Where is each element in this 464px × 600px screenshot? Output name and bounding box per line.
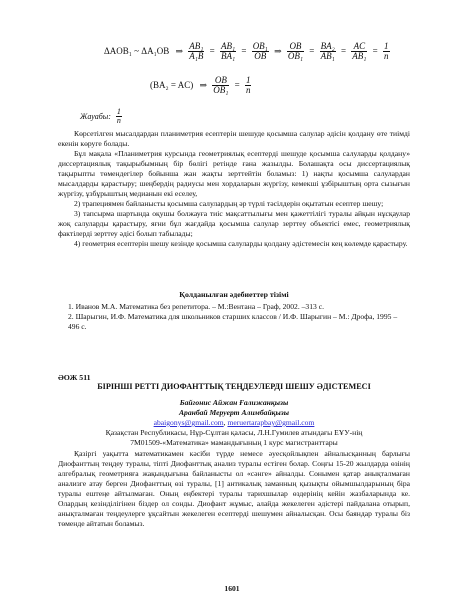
page-number: 1601 <box>224 584 240 593</box>
affiliation: Қазақстан Республикасы, Нұр-Сұлтан қаласы, Л.Н.Гумилев атындағы ЕҰУ-нің <box>105 428 363 437</box>
fraction: $\frac{1}{n}$ <box>384 41 389 61</box>
email-link[interactable]: abaigonys@gmail.com <box>153 418 224 427</box>
email-link[interactable]: meruertarapbay@gmail.com <box>227 418 315 427</box>
article-title: БІРІНШІ РЕТТІ ДИОФАНТТЫҚ ТЕҢДЕУЛЕРДІ ШЕШУ ӘДІСТЕМЕСІ <box>97 382 371 391</box>
fraction: $\frac{\text{AB₁}}{\text{A₁B}}$ <box>189 41 204 61</box>
paragraph: Көрсетілген мысалдардан планиметрия есептерін шешуде қосымша салулар әдісін қолдану өте тиімді екенін көруге болады. <box>58 129 410 148</box>
fraction: $\frac{OB}{\text{OB₁}}$ <box>287 41 304 61</box>
implies-symbol: ⇒ <box>274 46 282 56</box>
article-body <box>58 449 410 529</box>
paragraph: 3) тапсырма шартында оқушы болжауға тиіс мақсаттылығы мен қажеттілігі туралы айқын нұсқаулар жоқ салуларды қарастыру, яғни бұл жағдайда қосымша салулар зерттеу объектісі емес, геометриялық фактілерді зерттеу әдісі болып табылады; <box>58 209 410 238</box>
paragraph: 2) трапециямен байланысты қосымша салулардың әр түрлі тәсілдерін оқытатын есептер шешу; <box>74 199 384 208</box>
fraction: $\frac{1}{n}$ <box>245 75 251 95</box>
author-name: Аранбай Меруерт Алимбайқызы <box>178 408 290 417</box>
body-text <box>58 129 410 249</box>
fraction: $\frac{\text{OB₁}}{OB}$ <box>252 41 268 61</box>
references-list <box>58 302 410 332</box>
formula-line-2: (BA₂ = AC) ⇒ $\frac{OB}{\text{OB₁}}$ = $\frac{1}{n}$ <box>150 75 251 95</box>
fraction: $\frac{\text{AB₁}}{\text{BA₁}}$ <box>220 41 236 61</box>
references-title: Қолданылған әдебиеттер тізімі <box>179 290 289 299</box>
implies-symbol: ⇒ <box>175 46 184 56</box>
paragraph: Бұл мақала «Планиметрия курсында геометриялық есептерді шешуде қосымша салуларды қолдану» диссертациялық тақырыбымның бір бөлігі ретінде ғана жазылды. Болашақта осы диссертациялық тақырыпты төмендегілер бойынша жан жақты зерттейтін боламыз: 1) нақты қосымша салулардан мысалдарды қарастыру; шеңбердің радиусы мен хордаларын жүргізу, кемекші ұзбірыштың орта сызығын жүргізу, ұзбұрыштың медианын екі еселеу, <box>58 149 410 198</box>
answer-line <box>78 108 123 125</box>
author-name: Байгонис Айжан Ғалижанқызы <box>179 398 289 407</box>
answer-fraction: $\frac{1}{n}$ <box>116 107 121 125</box>
authors-block <box>58 398 410 448</box>
paragraph: Қазіргі уақытта математикамен кәсіби түрде немесе әуесқойлықпен айналысқанның барлығы Диофанттың теңдеу туралы, тіпті Диофанттық анализ туралы естіген болар. Соңғы 15-20 жылдарда өзінің алгебралық геометрияға жақындығына байланысты ол «сәнге» айналды. Сонымен қатар анықталмаған анализге атау берген Диофанттың өзі туралы, [1] антикалық заманның қызықты ойымшылдарының біра туралы ештеңе айтылмаған. Оның еңбектері туралы тарихшылар өздерінің кейін жазбаларында ке. Олардың кезінділігінен біздер ол сонды. Диофант жұмыс, алайда жекелеген әдістері пайдалана отырып, анықталмаған теңдеулерге ұқсайтын жекелеген есептерді шешумен айналысқан. Осы баяндар туралы біз төменде айтатын боламыз. <box>58 449 410 528</box>
udk-code: ӘОЖ 511 <box>58 373 91 382</box>
fraction: $\frac{\text{BA₂}}{\text{AB₁}}$ <box>320 41 335 61</box>
condition: (BA₂ = AC) <box>150 80 194 90</box>
affiliation: 7М01509-«Математика» мамандығының 1 курс магистранттары <box>130 438 338 447</box>
fraction: $\frac{AC}{\text{AB₁}}$ <box>352 41 367 61</box>
similarity-statement: ΔAOB₁ ~ ΔA₁OB <box>104 46 170 56</box>
reference-item: 1. Иванов М.А. Математика без репетитора. – М.:Вентана – Граф, 2002. –313 с. <box>68 302 324 311</box>
paragraph: 4) геометрия есептерін шешу кезінде қосымша салуларды қолдану әдістемесін кең көлемде қарастыру. <box>74 239 408 248</box>
fraction: $\frac{OB}{\text{OB₁}}$ <box>213 75 229 95</box>
formula-line-1: ΔAOB₁ ~ ΔA₁OB ⇒ $\frac{\text{AB₁}}{\text{A₁B}}$ = $\frac{\text{AB₁}}{\text{BA₁}}$ = $\frac{\text{OB₁}}{OB}$ ⇒ $\frac{OB}{\text{OB₁}}$ = $\frac{\text{BA₂}}{\text{AB₁}}$ = $\frac{AC}{\text{AB₁}}$ = $\frac{1}{n}$ <box>104 41 389 61</box>
implies-symbol: ⇒ <box>199 80 208 90</box>
emails: abaigonys@gmail.com, meruertarapbay@gmail.com <box>153 418 315 427</box>
reference-item: 2. Шарыгин, И.Ф. Математика для школьников старших классов / И.Ф. Шарыгин – М.: Дрофа, 1995 – 496 с. <box>68 312 398 331</box>
answer-label: Жауабы: <box>80 111 111 121</box>
